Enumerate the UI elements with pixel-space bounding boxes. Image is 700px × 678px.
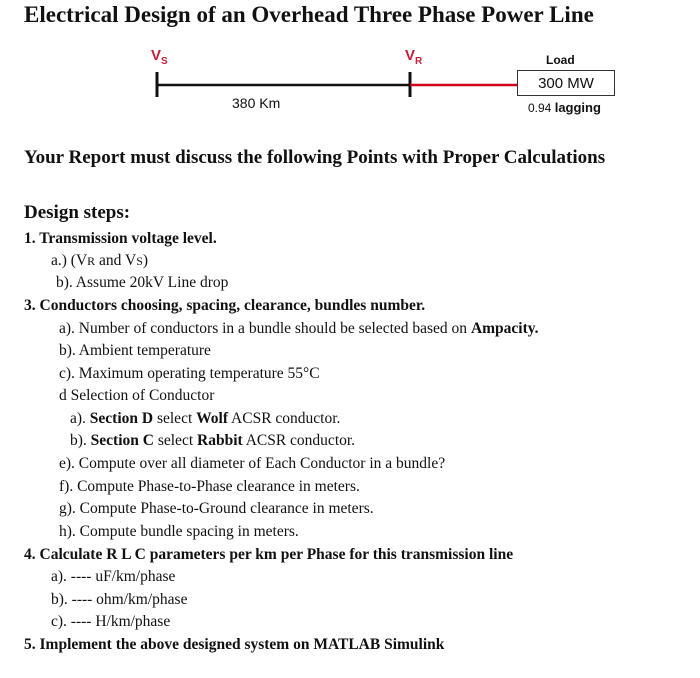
report-heading: Your Report must discuss the following Points with Proper Calculations xyxy=(24,147,606,168)
design-steps-heading: Design steps: xyxy=(24,202,131,223)
step3-d-a: a). Section D select Wolf ACSR conductor. xyxy=(70,410,341,427)
vr-label: $V_R$ xyxy=(405,47,423,67)
power-factor xyxy=(528,100,601,115)
step4-c: c). ---- H/km/phase xyxy=(51,613,171,630)
step3-h: h). Compute bundle spacing in meters. xyxy=(59,523,299,540)
load-value-box xyxy=(517,70,615,96)
load-label: Load xyxy=(546,53,575,67)
load-value: 300 MW xyxy=(538,74,594,92)
step3-c: c). Maximum operating temperature 55°C xyxy=(59,365,320,382)
step1-b: b). Assume 20kV Line drop xyxy=(56,274,229,291)
vs-label: $V_S$ xyxy=(151,47,168,67)
step3-g: g). Compute Phase-to-Ground clearance in meters. xyxy=(59,500,374,517)
page-title: Electrical Design of an Overhead Three Phase Power Line xyxy=(24,2,594,27)
step3-a: a). Number of conductors in a bundle should be selected based on Ampacity. xyxy=(59,320,539,337)
step1-a: a.) (VR and VS) xyxy=(51,252,149,269)
step3-b: b). Ambient temperature xyxy=(59,342,211,359)
step4-a: a). ---- uF/km/phase xyxy=(51,568,176,585)
step3-f: f). Compute Phase-to-Phase clearance in meters. xyxy=(59,478,360,495)
step3-d: d Selection of Conductor xyxy=(59,387,215,404)
step3-d-b: b). Section C select Rabbit ACSR conductor. xyxy=(70,432,356,449)
step3-e: e). Compute over all diameter of Each Conductor in a bundle? xyxy=(59,455,446,472)
step1-title: 1. Transmission voltage level. xyxy=(24,230,217,247)
step5-title: 5. Implement the above designed system on MATLAB Simulink xyxy=(24,636,445,653)
step4-b: b). ---- ohm/km/phase xyxy=(51,591,188,608)
step3-title: 3. Conductors choosing, spacing, clearance, bundles number. xyxy=(24,297,426,314)
pf-text: lagging xyxy=(554,100,601,115)
step4-title: 4. Calculate R L C parameters per km per Phase for this transmission line xyxy=(24,546,514,563)
distance-label: 380 Km xyxy=(232,95,281,111)
pf-value: 0.94 xyxy=(528,101,552,115)
